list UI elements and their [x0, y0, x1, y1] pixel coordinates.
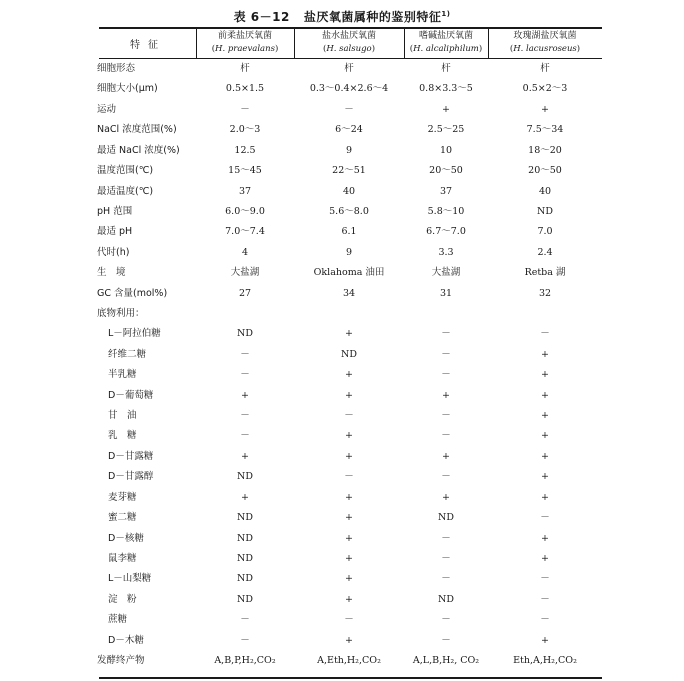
table-cell: 杆: [240, 63, 250, 74]
table-cell: －: [441, 348, 451, 360]
table-cell: Retba 湖: [524, 267, 566, 279]
table-cell: 6～24: [335, 124, 363, 136]
table-cell: +: [541, 491, 549, 503]
row-label: 细胞大小(μm): [97, 83, 158, 95]
table-cell: 31: [439, 287, 453, 299]
row-label: 麦芽糖: [108, 491, 137, 503]
table-row: [0, 591, 684, 609]
table-cell: ND: [237, 532, 253, 544]
table-row: [0, 550, 684, 568]
row-label: pH 范围: [97, 205, 133, 217]
table-cell: 40: [538, 185, 552, 197]
feature-column-header: 特征: [130, 39, 166, 51]
row-label: 蜜二糖: [108, 512, 137, 524]
table-row: [0, 387, 684, 405]
table-cell: －: [344, 410, 354, 421]
table-cell: +: [541, 634, 549, 646]
table-cell: [196, 305, 294, 323]
table-number: 表 6－12: [233, 10, 290, 24]
table-row: [0, 632, 684, 650]
table-cell: 0.8×3.3～5: [419, 83, 473, 95]
table-cell: 9: [345, 246, 353, 258]
table-cell: －: [441, 369, 451, 381]
table-row: [0, 183, 684, 201]
table-cell: +: [541, 471, 549, 483]
table-cell: +: [541, 430, 549, 442]
table-cell: 杆: [540, 63, 550, 74]
table-cell: 大盐湖: [431, 267, 461, 279]
table-cell: 32: [538, 287, 552, 299]
table-cell: +: [541, 450, 549, 462]
table-cell: ND: [237, 512, 253, 524]
table-cell: 20～50: [528, 165, 562, 177]
row-label: 甘 油: [108, 410, 137, 421]
table-cell: A,B,P,H₂,CO₂: [214, 655, 276, 666]
table-cell: 5.8～10: [427, 205, 465, 217]
row-label: 生 境: [97, 267, 126, 279]
table-cell: 4: [241, 246, 249, 258]
table-cell: 20～50: [429, 165, 463, 177]
table-cell: +: [345, 491, 353, 503]
table-cell: －: [540, 573, 550, 585]
table-cell: A,L,B,H₂, CO₂: [412, 655, 480, 666]
table-cell: +: [241, 450, 249, 462]
table-row: [0, 468, 684, 486]
table-row: [0, 142, 684, 160]
table-cell: ND: [341, 348, 357, 360]
table-cell: [404, 305, 488, 323]
table-cell: 9: [345, 144, 353, 156]
row-label: NaCl 浓度范围(%): [97, 124, 177, 136]
table-title: 盐厌氧菌属种的鉴别特征: [303, 10, 442, 24]
table-cell: －: [441, 573, 451, 585]
table-row: [0, 305, 684, 323]
row-label: 发酵终产物: [97, 655, 145, 666]
table-cell: －: [240, 430, 250, 442]
table-cell: 2.4: [537, 246, 553, 258]
header-rule: [99, 58, 602, 59]
row-label: L－阿拉伯糖: [108, 328, 161, 340]
table-cell: +: [442, 491, 450, 503]
table-cell: +: [345, 552, 353, 564]
species-column-header: [294, 30, 404, 58]
table-cell: 3.3: [438, 246, 454, 258]
species-latin-name: (H. salsugo): [322, 44, 376, 54]
table-cell: －: [240, 410, 250, 421]
table-cell: 6.1: [341, 226, 357, 238]
table-cell: 27: [238, 287, 252, 299]
table-row: [0, 162, 684, 180]
table-cell: +: [345, 512, 353, 524]
table-cell: －: [240, 369, 250, 381]
species-common-name: 前柔盐厌氧菌: [217, 31, 272, 41]
table-cell: 杆: [441, 63, 451, 74]
table-cell: A,Eth,H₂,CO₂: [317, 655, 381, 666]
table-cell: 40: [342, 185, 356, 197]
species-latin-name: (H. alcaliphilum): [409, 44, 483, 54]
table-cell: 18～20: [528, 144, 562, 156]
table-row: [0, 407, 684, 425]
table-cell: －: [240, 614, 250, 626]
table-cell: +: [345, 634, 353, 646]
row-label: 纤维二糖: [108, 348, 147, 360]
row-label: D－核糖: [108, 532, 144, 544]
table-cell: －: [240, 348, 250, 360]
table-cell: 0.5×1.5: [225, 83, 265, 95]
table-cell: Eth,A,H₂,CO₂: [513, 655, 577, 666]
species-latin-name: (H. lacusroseus): [509, 44, 581, 54]
table-cell: +: [541, 389, 549, 401]
row-label: D－木糖: [108, 634, 144, 646]
row-label: D－葡萄糖: [108, 389, 154, 401]
table-cell: －: [441, 614, 451, 626]
table-row: [0, 346, 684, 364]
table-cell: +: [541, 369, 549, 381]
table-cell: 12.5: [234, 144, 256, 156]
table-cell: －: [441, 430, 451, 442]
row-label: 代时(h): [97, 246, 130, 258]
table-cell: +: [541, 410, 549, 421]
table-cell: 2.0～3: [229, 124, 261, 136]
row-label: 温度范围(℃): [97, 165, 154, 177]
table-cell: 7.5～34: [526, 124, 564, 136]
table-row: [0, 264, 684, 282]
table-cell: －: [441, 634, 451, 646]
table-row: [0, 448, 684, 466]
table-cell: +: [442, 450, 450, 462]
table-cell: －: [540, 614, 550, 626]
species-column-header: [404, 30, 488, 58]
table-cell: ND: [237, 471, 253, 483]
table-row: [0, 203, 684, 221]
row-label: GC 含量(mol%): [97, 287, 168, 299]
table-caption: [0, 8, 684, 25]
table-cell: ND: [237, 593, 253, 605]
table-cell: －: [441, 471, 451, 483]
table-cell: +: [345, 532, 353, 544]
table-cell: －: [540, 328, 550, 340]
table-row: [0, 244, 684, 262]
table-cell: +: [541, 103, 549, 115]
table-row: [0, 101, 684, 119]
row-label: 鼠李糖: [108, 552, 137, 564]
row-label: L－山梨糖: [108, 573, 152, 585]
table-row: [0, 530, 684, 548]
table-cell: 0.3～0.4×2.6～4: [309, 83, 389, 95]
species-common-name: 盐水盐厌氧菌: [321, 31, 376, 41]
species-common-name: 玫瑰湖盐厌氧菌: [513, 31, 577, 41]
table-cell: +: [345, 593, 353, 605]
table-cell: －: [240, 634, 250, 646]
table-row: [0, 366, 684, 384]
table-cell: +: [345, 430, 353, 442]
table-cell: +: [345, 369, 353, 381]
table-cell: +: [345, 389, 353, 401]
species-column-header: [196, 30, 294, 58]
table-cell: 34: [342, 287, 356, 299]
table-cell: 10: [439, 144, 453, 156]
table-cell: ND: [237, 552, 253, 564]
table-cell: ND: [237, 573, 253, 585]
table-cell: 0.5×2～3: [522, 83, 568, 95]
table-cell: －: [540, 593, 550, 605]
table-cell: 杆: [344, 63, 354, 74]
table-cell: 7.0: [537, 226, 553, 238]
table-cell: 22～51: [332, 165, 366, 177]
table-cell: 7.0～7.4: [225, 226, 265, 238]
row-label: D－甘露糖: [108, 450, 154, 462]
row-label: 最适 pH: [97, 226, 133, 238]
table-cell: 2.5～25: [427, 124, 465, 136]
table-cell: －: [344, 614, 354, 626]
row-label: 底物利用：: [97, 308, 145, 319]
table-cell: Oklahoma 油田: [313, 267, 385, 279]
table-cell: +: [541, 532, 549, 544]
table-row: [0, 611, 684, 629]
table-cell: －: [344, 471, 354, 483]
table-cell: 6.0～9.0: [225, 205, 265, 217]
row-label: 半乳糖: [108, 369, 137, 381]
table-cell: ND: [237, 328, 253, 340]
table-cell: －: [540, 512, 550, 524]
table-cell: ND: [537, 205, 553, 217]
row-label: 蔗糖: [108, 614, 128, 626]
table-cell: [488, 305, 602, 323]
table-row: [0, 509, 684, 527]
table-row: [0, 652, 684, 670]
table-row: [0, 489, 684, 507]
table-row: [0, 121, 684, 139]
row-label: 最适 NaCl 浓度(%): [97, 144, 180, 156]
table-cell: +: [241, 389, 249, 401]
table-cell: +: [442, 103, 450, 115]
table-cell: 大盐湖: [230, 267, 260, 279]
species-column-header: [488, 30, 602, 58]
table-row: [0, 570, 684, 588]
table-cell: +: [442, 389, 450, 401]
table-cell: +: [541, 552, 549, 564]
table-cell: －: [441, 552, 451, 564]
row-label: 细胞形态: [97, 63, 136, 74]
table-cell: 5.6～8.0: [329, 205, 369, 217]
row-label: D－甘露醇: [108, 471, 154, 483]
table-cell: [294, 305, 404, 323]
table-cell: +: [345, 573, 353, 585]
table-row: [0, 285, 684, 303]
species-common-name: 嗜碱盐厌氧菌: [418, 31, 473, 41]
row-label: 乳 糖: [108, 430, 137, 442]
row-label: 运动: [97, 103, 117, 115]
table-cell: －: [441, 410, 451, 421]
table-cell: －: [240, 103, 250, 115]
table-row: [0, 427, 684, 445]
table-cell: 37: [439, 185, 453, 197]
table-cell: 15～45: [228, 165, 262, 177]
table-cell: +: [241, 491, 249, 503]
row-label: 淀 粉: [108, 593, 137, 605]
table-cell: －: [344, 103, 354, 115]
footnote-mark: 1): [441, 10, 451, 18]
table-cell: +: [541, 348, 549, 360]
table-row: [0, 80, 684, 98]
table-row: [0, 325, 684, 343]
table-cell: ND: [438, 512, 454, 524]
bottom-rule: [99, 677, 602, 679]
table-cell: －: [441, 532, 451, 544]
table-cell: +: [345, 328, 353, 340]
table-cell: －: [441, 328, 451, 340]
table-cell: 37: [238, 185, 252, 197]
table-cell: 6.7～7.0: [426, 226, 466, 238]
table-row: [0, 223, 684, 241]
table-cell: ND: [438, 593, 454, 605]
row-label: 最适温度(℃): [97, 185, 154, 197]
table-row: [0, 60, 684, 78]
table-cell: +: [345, 450, 353, 462]
species-latin-name: (H. praevalans): [211, 44, 279, 54]
